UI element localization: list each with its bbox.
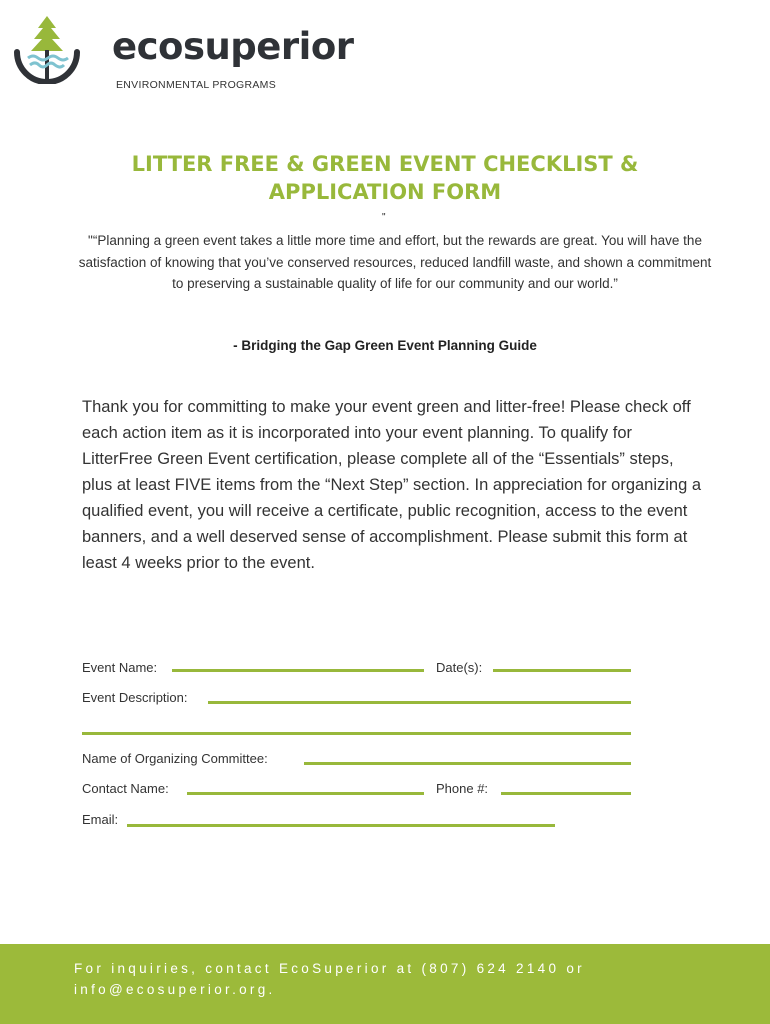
committee-label: Name of Organizing Committee: — [82, 751, 268, 766]
phone-label: Phone #: — [436, 781, 489, 796]
tree-water-logo-icon — [14, 14, 80, 84]
intro-paragraph: Thank you for committing to make your event green and litter-free! Please check off each action item as it is incorporated into your event planning. To qualify for LitterFree Green Event certification, please complete all of the “Essentials” steps, plus at least FIVE items from the “Next Step” section. In appreciation for organizing a qualified event, you will receive a certificate, public recognition, access to the event banners, and a well deserved sense of accomplishment. Please submit this form at least 4 weeks prior to the event. — [82, 398, 702, 572]
event-description-label: Event Description: — [82, 690, 188, 705]
dates-label: Date(s): — [436, 660, 483, 675]
contact-name-label: Contact Name: — [82, 781, 169, 796]
event-description-field[interactable] — [208, 701, 631, 704]
email-label: Email: — [82, 812, 119, 827]
phone-field[interactable] — [501, 792, 631, 795]
application-form — [82, 660, 642, 840]
event-name-field[interactable] — [172, 669, 424, 672]
dates-field[interactable] — [493, 669, 631, 672]
page-title: LITTER FREE & GREEN EVENT CHECKLIST & APPLICATION FORM — [131, 152, 639, 204]
committee-field[interactable] — [304, 762, 631, 765]
contact-name-field[interactable] — [187, 792, 424, 795]
event-name-label: Event Name: — [82, 660, 158, 675]
logo — [14, 14, 354, 91]
event-description-field-line-2[interactable] — [82, 732, 631, 735]
brand-subtitle: ENVIRONMENTAL PROGRAMS — [116, 79, 277, 91]
quote-text: "“Planning a green event takes a little more time and effort, but the rewards are great. You will have the satisfaction of knowing that you’ve conserved resources, reduced landfill waste, and shown a commitment to preserving a sustainable quality of life for our community and our world.” — [78, 233, 712, 291]
small-quote-mark: " — [382, 212, 386, 223]
email-field[interactable] — [127, 824, 555, 827]
brand-name: ecosuperior — [112, 25, 354, 68]
quote-attribution: - Bridging the Gap Green Event Planning Guide — [233, 338, 537, 353]
footer-contact-text: For inquiries, contact EcoSuperior at (807) 624 2140 or info@ecosuperior.org. — [74, 961, 585, 997]
footer-bar — [0, 944, 770, 1024]
